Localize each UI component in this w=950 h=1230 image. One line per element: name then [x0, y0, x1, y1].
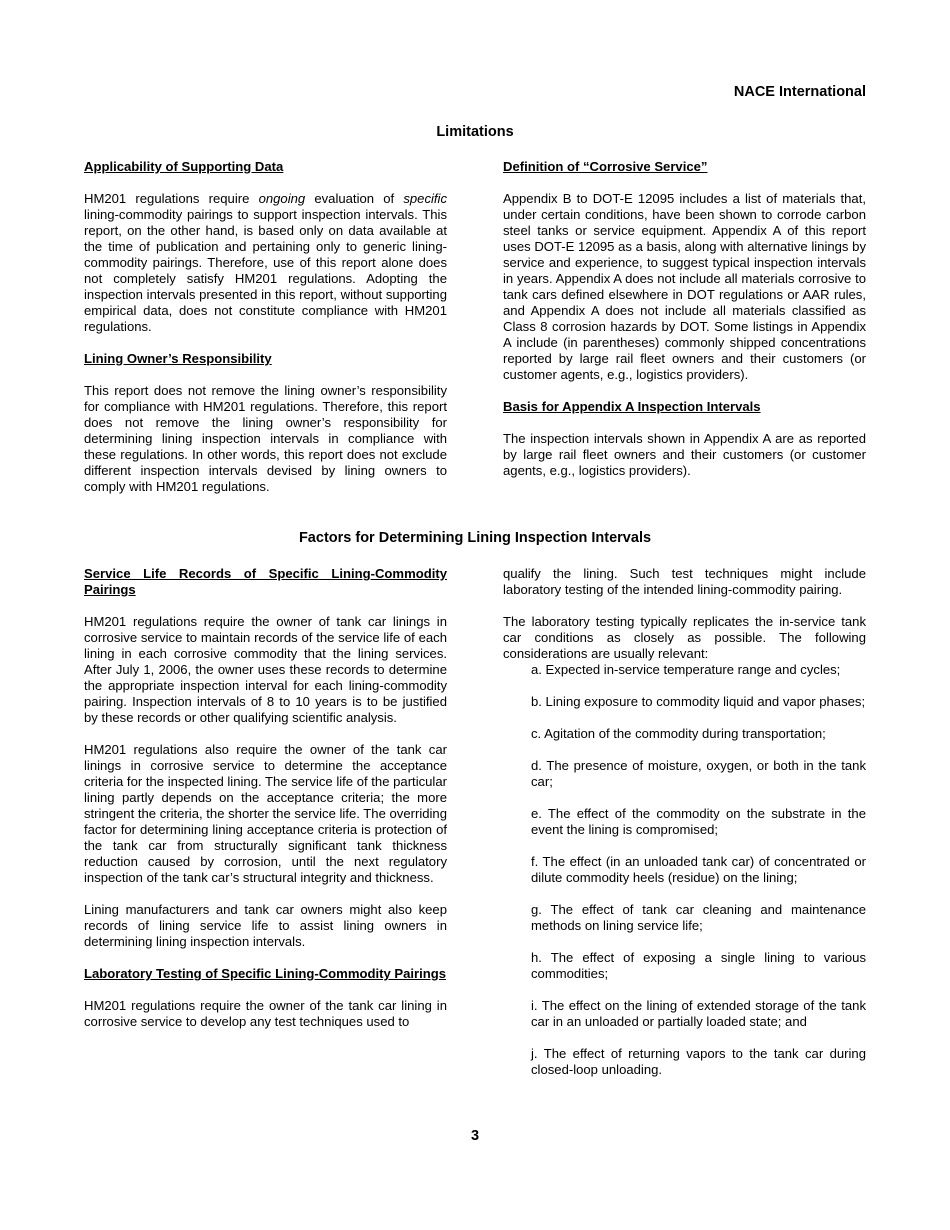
factors-right-column [503, 566, 866, 1078]
list-item: h. The effect of exposing a single lining to various commodities; [531, 950, 866, 981]
section-heading: Definition of “Corrosive Service” [503, 159, 708, 174]
considerations-list [503, 662, 866, 1078]
list-item: b. Lining exposure to commodity liquid and vapor phases; [531, 694, 866, 709]
factors-left-column [84, 566, 447, 1030]
section-heading: Basis for Appendix A Inspection Intervals [503, 399, 761, 414]
paragraph: HM201 regulations require ongoing evaluation of specific lining-commodity pairings to support inspection intervals. This report, on the other hand, is based only on data available at the time of publication and pertaining only to generic lining-commodity pairings. Therefore, use of this report alone does not completely satisfy HM201 regulations. Adopting the inspection intervals presented in this report, without supporting empirical data, does not constitute compliance with HM201 regulations. [84, 191, 447, 334]
limitations-left-column [84, 159, 447, 495]
paragraph: The laboratory testing typically replicates the in-service tank car conditions as closely as possible. The following considerations are usually relevant: [503, 614, 866, 661]
list-item: e. The effect of the commodity on the substrate in the event the lining is compromised; [531, 806, 866, 837]
list-item: a. Expected in-service temperature range and cycles; [531, 662, 841, 677]
limitations-title: Limitations [436, 124, 514, 140]
paragraph: Appendix B to DOT-E 12095 includes a list of materials that, under certain conditions, have been shown to corrode carbon steel tanks or service equipment. Appendix A of this report uses DOT-E 12095 as a basis, along with alternative linings by service and experience, to suggest typical inspection intervals in years. Appendix A does not include all materials corrosive to tank cars defined elsewhere in DOT regulations or AAR rules, and Appendix A does not include all materials classified as Class 8 corrosion hazards by DOT. Some listings in Appendix A include (in parentheses) commonly shipped concentrations reported by large rail fleet owners and their customers (or customer agents, e.g., logistics providers). [503, 191, 866, 382]
paragraph: HM201 regulations require the owner of tank car linings in corrosive service to maintain records of the service life of each lining in each corrosive commodity that the lining services. After July 1, 2006, the owner uses these records to determine the appropriate inspection interval for each lining-commodity pairing. Inspection intervals of 8 to 10 years is to be justified by these records or other qualifying scientific analysis. [84, 614, 447, 725]
paragraph: This report does not remove the lining owner’s responsibility for compliance with HM201 regulations. Therefore, this report does not remove the lining owner’s responsibility for determining lining inspection intervals in compliance with these regulations. In other words, this report does not exclude different inspection intervals devised by lining owners to comply with HM201 regulations. [84, 383, 447, 494]
section-heading: Service Life Records of Specific Lining-Commodity Pairings [84, 566, 447, 597]
section-heading: Laboratory Testing of Specific Lining-Commodity Pairings [84, 966, 447, 981]
list-item: i. The effect on the lining of extended storage of the tank car in an unloaded or partially loaded state; and [531, 998, 866, 1029]
list-item: d. The presence of moisture, oxygen, or both in the tank car; [531, 758, 866, 789]
paragraph: HM201 regulations require the owner of the tank car lining in corrosive service to develop any test techniques used to [84, 998, 447, 1029]
factors-title: Factors for Determining Lining Inspection Intervals [298, 530, 652, 546]
list-item: c. Agitation of the commodity during transportation; [531, 726, 826, 741]
list-item: f. The effect (in an unloaded tank car) of concentrated or dilute commodity heels (residue) on the lining; [531, 854, 866, 885]
list-item: g. The effect of tank car cleaning and maintenance methods on lining service life; [531, 902, 866, 933]
page-number: 3 [470, 1128, 480, 1144]
section-heading: Lining Owner’s Responsibility [84, 351, 272, 366]
limitations-right-column [503, 159, 866, 479]
list-item: j. The effect of returning vapors to the tank car during closed-loop unloading. [531, 1046, 866, 1077]
section-heading: Applicability of Supporting Data [84, 159, 284, 174]
paragraph: The inspection intervals shown in Appendix A are as reported by large rail fleet owners and their customers (or customer agents, e.g., logistics providers). [503, 431, 866, 478]
organization-name: NACE International [733, 84, 866, 100]
paragraph: Lining manufacturers and tank car owners might also keep records of lining service life to assist lining owners in determining lining inspection intervals. [84, 902, 447, 949]
paragraph: HM201 regulations also require the owner of the tank car linings in corrosive service to determine the acceptance criteria for the inspected lining. The service life of the particular lining partly depends on the acceptance criteria; the more stringent the criteria, the shorter the service life. The overriding factor for determining lining acceptance criteria is protection of the tank car from structurally significant tank thickness reduction caused by corrosion, until the next regulatory inspection of the tank car’s structural integrity and thickness. [84, 742, 447, 885]
paragraph: qualify the lining. Such test techniques might include laboratory testing of the intended lining-commodity pairing. [503, 566, 866, 597]
